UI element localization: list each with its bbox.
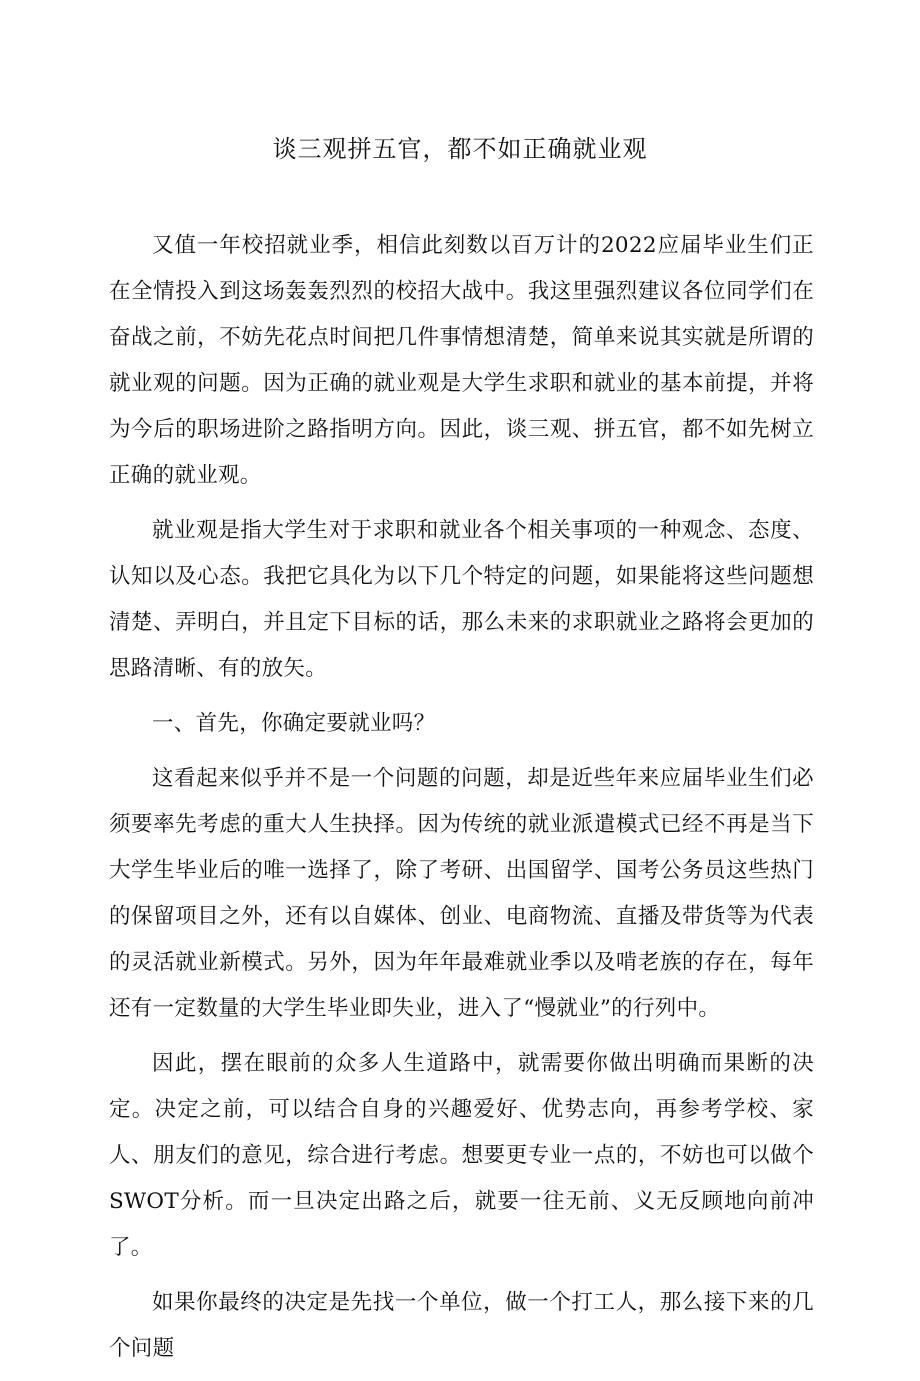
paragraph-choices: 这看起来似乎并不是一个问题的问题，却是近些年来应届毕业生们必须要率先考虑的重大人生抉择。因为传统的就业派遣模式已经不再是当下大学生毕业后的唯一选择了，除了考研、出国留学、国考公务员这些热门的保留项目之外，还有以自媒体、创业、电商物流、直播及带货等为代表的灵活就业新模式。另外，因为年年最难就业季以及啃老族的存在，每年还有一定数量的大学生毕业即失业，进入了“慢就业”的行列中。 — [109, 766, 814, 1021]
paragraph-definition: 就业观是指大学生对于求职和就业各个相关事项的一种观念、态度、认知以及心态。我把它具化为以下几个特定的问题，如果能将这些问题想清楚、弄明白，并且定下目标的话，那么未来的求职就业之路将会更加的思路清晰、有的放矢。 — [109, 518, 814, 681]
document-body — [109, 223, 814, 1381]
paragraph-decision: 因此，摆在眼前的众多人生道路中，就需要你做出明确而果断的决定。决定之前，可以结合自身的兴趣爱好、优势志向，再参考学校、家人、朋友们的意见，综合进行考虑。想要更专业一点的，不妨也可以做个SWOT分析。而一旦决定出路之后，就要一往无前、义无反顾地向前冲了。 — [109, 1051, 814, 1260]
paragraph-intro: 又值一年校招就业季，相信此刻数以百万计的2022应届毕业生们正在全情投入到这场轰轰烈烈的校招大战中。我这里强烈建议各位同学们在奋战之前，不妨先花点时间把几件事情想清楚，简单来说其实就是所谓的就业观的问题。因为正确的就业观是大学生求职和就业的基本前提，并将为今后的职场进阶之路指明方向。因此，谈三观、拼五官，都不如先树立正确的就业观。 — [109, 233, 814, 488]
section-heading-1: 一、首先，你确定要就业吗？ — [152, 711, 436, 736]
document-title: 谈三观拼五官，都不如正确就业观 — [272, 135, 648, 163]
paragraph-continuation: 如果你最终的决定是先找一个单位，做一个打工人，那么接下来的几个问题 — [109, 1290, 814, 1361]
